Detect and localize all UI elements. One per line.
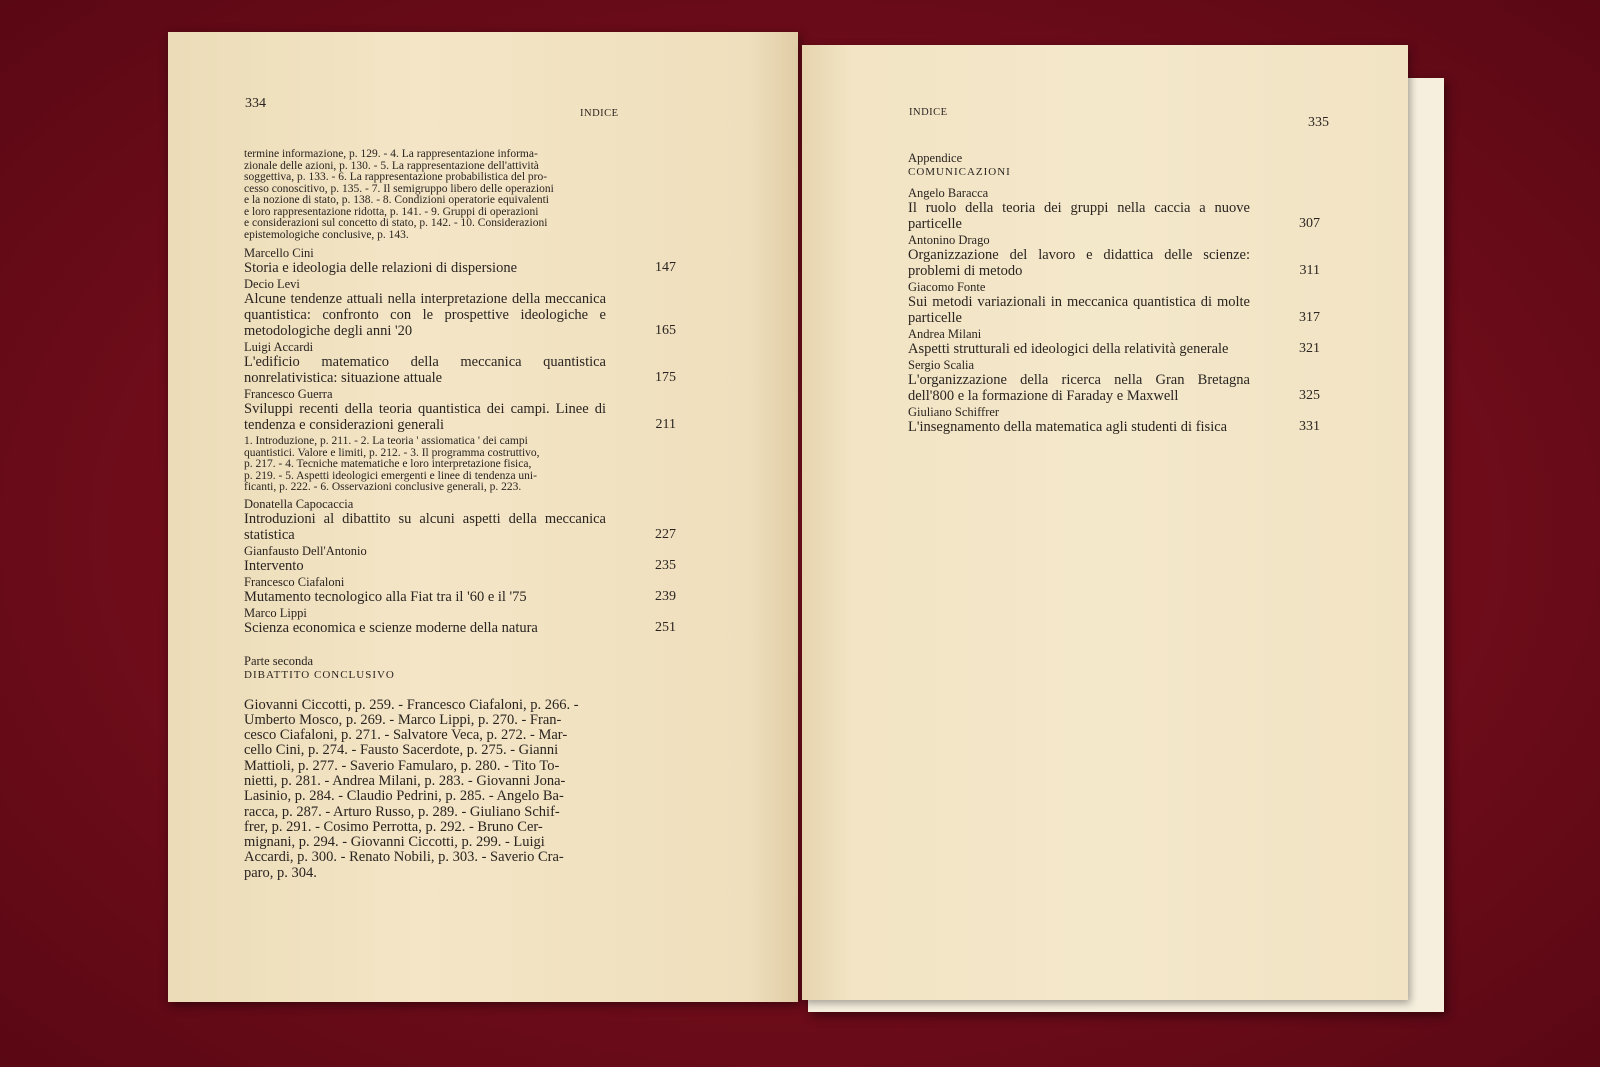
toc-entry	[244, 388, 676, 433]
entry-title: Alcune tendenze attuali nella interpretazione della meccanica quantistica: confronto con le prospettive ideologiche e metodologiche degli anni '20	[244, 291, 606, 339]
toc-entry	[908, 406, 1320, 435]
part-heading	[244, 654, 612, 682]
entry-title: Il ruolo della teoria dei gruppi nella caccia a nuove particelle	[908, 200, 1250, 232]
text-line: p. 219. - 5. Aspetti ideologici emergenti e linee di tendenza uni-	[244, 469, 537, 482]
entry-author: Luigi Accardi	[244, 340, 314, 354]
text-line: termine informazione, p. 129. - 4. La rappresentazione informa-	[244, 148, 538, 160]
toc-entry	[908, 359, 1320, 404]
part-title: DIBATTITO CONCLUSIVO	[244, 668, 395, 681]
entry-title: Sui metodi variazionali in meccanica quantistica di molte particelle	[908, 294, 1250, 326]
toc-entry	[908, 328, 1320, 357]
text-line: cesso conoscitivo, p. 135. - 7. Il semigruppo libero delle operazioni	[244, 182, 554, 195]
running-head: INDICE	[909, 107, 948, 118]
entry-author: Giuliano Schiffrer	[908, 405, 1000, 419]
entry-page: 317	[1299, 310, 1320, 325]
running-head: INDICE	[580, 108, 619, 119]
left-page	[168, 32, 798, 1002]
toc-entry	[244, 545, 676, 574]
entry-page: 235	[655, 557, 676, 573]
entry-author: Giacomo Fonte	[908, 280, 986, 294]
text-line: Lasinio, p. 284. - Claudio Pedrini, p. 285. - Angelo Ba-	[244, 788, 564, 805]
text-line: paro, p. 304.	[244, 864, 317, 881]
section-heading	[908, 151, 1320, 179]
entry-author: Francesco Guerra	[244, 387, 333, 401]
entry-page: 175	[655, 370, 676, 385]
text-line: racca, p. 287. - Arturo Russo, p. 289. - Giuliano Schif-	[244, 803, 560, 820]
section-title: COMUNICAZIONI	[908, 166, 1011, 178]
text-line: frer, p. 291. - Cosimo Perrotta, p. 292. - Bruno Cer-	[244, 818, 543, 835]
entry-author: Marco Lippi	[244, 605, 307, 620]
entry-author: Andrea Milani	[908, 327, 982, 341]
entry-page: 321	[1299, 341, 1320, 356]
entry-title: Sviluppi recenti della teoria quantistica dei campi. Linee di tendenza e considerazioni generali	[244, 401, 606, 433]
text-line: Accardi, p. 300. - Renato Nobili, p. 303. - Saverio Cra-	[244, 849, 564, 866]
text-line: soggettiva, p. 133. - 6. La rappresentazione probabilistica del pro-	[244, 171, 548, 183]
text-line: zionale delle azioni, p. 130. - 5. La rappresentazione dell'attività	[244, 159, 539, 172]
section-label: Appendice	[908, 151, 963, 165]
text-line: Umberto Mosco, p. 269. - Marco Lippi, p. 270. - Fran-	[244, 711, 562, 728]
entry-title: Mutamento tecnologico alla Fiat tra il '60 e il '75	[244, 588, 527, 605]
text-line: e la nozione di stato, p. 138. - 8. Condizioni operatorie equivalenti	[244, 194, 549, 206]
toc-entry	[908, 281, 1320, 326]
text-line: quantistici. Valore e limiti, p. 212. - 3. Il programma costruttivo,	[244, 446, 540, 459]
entry-author: Decio Levi	[244, 277, 300, 291]
entry-page: 227	[655, 526, 676, 542]
text-line: Mattioli, p. 277. - Saverio Famularo, p. 280. - Tito To-	[244, 757, 560, 774]
entry-page: 307	[1299, 216, 1320, 231]
participants-list	[244, 698, 612, 882]
entry-author: Antonino Drago	[908, 233, 990, 247]
text-line: epistemologiche conclusive, p. 143.	[244, 228, 409, 241]
entry-author: Marcello Cini	[244, 246, 314, 260]
entry-author: Gianfausto Dell'Antonio	[244, 543, 367, 558]
text-line: mignani, p. 294. - Giovanni Ciccotti, p. 299. - Luigi	[244, 834, 545, 851]
toc-entry	[908, 187, 1320, 232]
entry-page: 325	[1299, 388, 1320, 403]
subsection-list	[244, 436, 612, 494]
entry-title: Storia e ideologia delle relazioni di dispersione	[244, 260, 518, 276]
entry-page: 147	[655, 260, 676, 275]
entry-page: 311	[1299, 263, 1320, 278]
toc-entry	[244, 247, 676, 276]
toc-entry	[908, 234, 1320, 279]
entry-page: 165	[655, 323, 676, 338]
entry-title: Scienza economica e scienze moderne della natura	[244, 619, 538, 636]
entry-title: Intervento	[244, 557, 304, 574]
toc-entry	[244, 607, 676, 636]
entry-author: Donatella Capocaccia	[244, 496, 354, 511]
right-page	[802, 45, 1408, 1000]
toc-entry	[244, 278, 676, 339]
page-number: 335	[1308, 115, 1329, 130]
text-line: p. 217. - 4. Tecniche matematiche e loro interpretazione fisica,	[244, 458, 532, 470]
text-line: nietti, p. 281. - Andrea Milani, p. 283. - Giovanni Jona-	[244, 772, 566, 789]
right-toc-column	[908, 151, 1320, 435]
entry-author: Angelo Baracca	[908, 186, 989, 200]
text-line: cesco Ciafaloni, p. 271. - Salvatore Veca, p. 272. - Mar-	[244, 727, 568, 744]
text-line: Giovanni Ciccotti, p. 259. - Francesco Ciafaloni, p. 266. -	[244, 696, 579, 713]
text-line: 1. Introduzione, p. 211. - 2. La teoria ' assiomatica ' dei campi	[244, 435, 528, 447]
text-line: e considerazioni sul concetto di stato, p. 142. - 10. Considerazioni	[244, 217, 548, 229]
entry-title: L'edificio matematico della meccanica quantistica nonrelativistica: situazione attuale	[244, 354, 606, 386]
part-label: Parte seconda	[244, 653, 314, 668]
toc-entry	[244, 341, 676, 386]
entry-page: 251	[655, 619, 676, 635]
entry-page: 331	[1299, 419, 1320, 434]
intro-paragraph	[244, 149, 612, 241]
entry-title: Organizzazione del lavoro e didattica delle scienze: problemi di metodo	[908, 247, 1250, 279]
entry-title: L'insegnamento della matematica agli studenti di fisica	[908, 419, 1228, 435]
entry-page: 211	[655, 417, 676, 432]
entry-title: Aspetti strutturali ed ideologici della relatività generale	[908, 341, 1229, 357]
entry-author: Francesco Ciafaloni	[244, 574, 345, 589]
entry-author: Sergio Scalia	[908, 358, 975, 372]
entry-page: 239	[655, 588, 676, 604]
page-number: 334	[245, 96, 266, 111]
entry-title: L'organizzazione della ricerca nella Gran Bretagna dell'800 e la formazione di Faraday e Maxwell	[908, 372, 1250, 404]
left-toc-column	[244, 148, 676, 881]
text-line: e loro rappresentazione ridotta, p. 141. - 9. Gruppi di operazioni	[244, 205, 539, 218]
entry-title: Introduzioni al dibattito su alcuni aspetti della meccanica statistica	[244, 510, 606, 543]
toc-entry	[244, 576, 676, 605]
text-line: ficanti, p. 222. - 6. Osservazioni conclusive generali, p. 223.	[244, 481, 522, 493]
toc-entry	[244, 498, 676, 543]
text-line: cello Cini, p. 274. - Fausto Sacerdote, p. 275. - Gianni	[244, 742, 559, 759]
